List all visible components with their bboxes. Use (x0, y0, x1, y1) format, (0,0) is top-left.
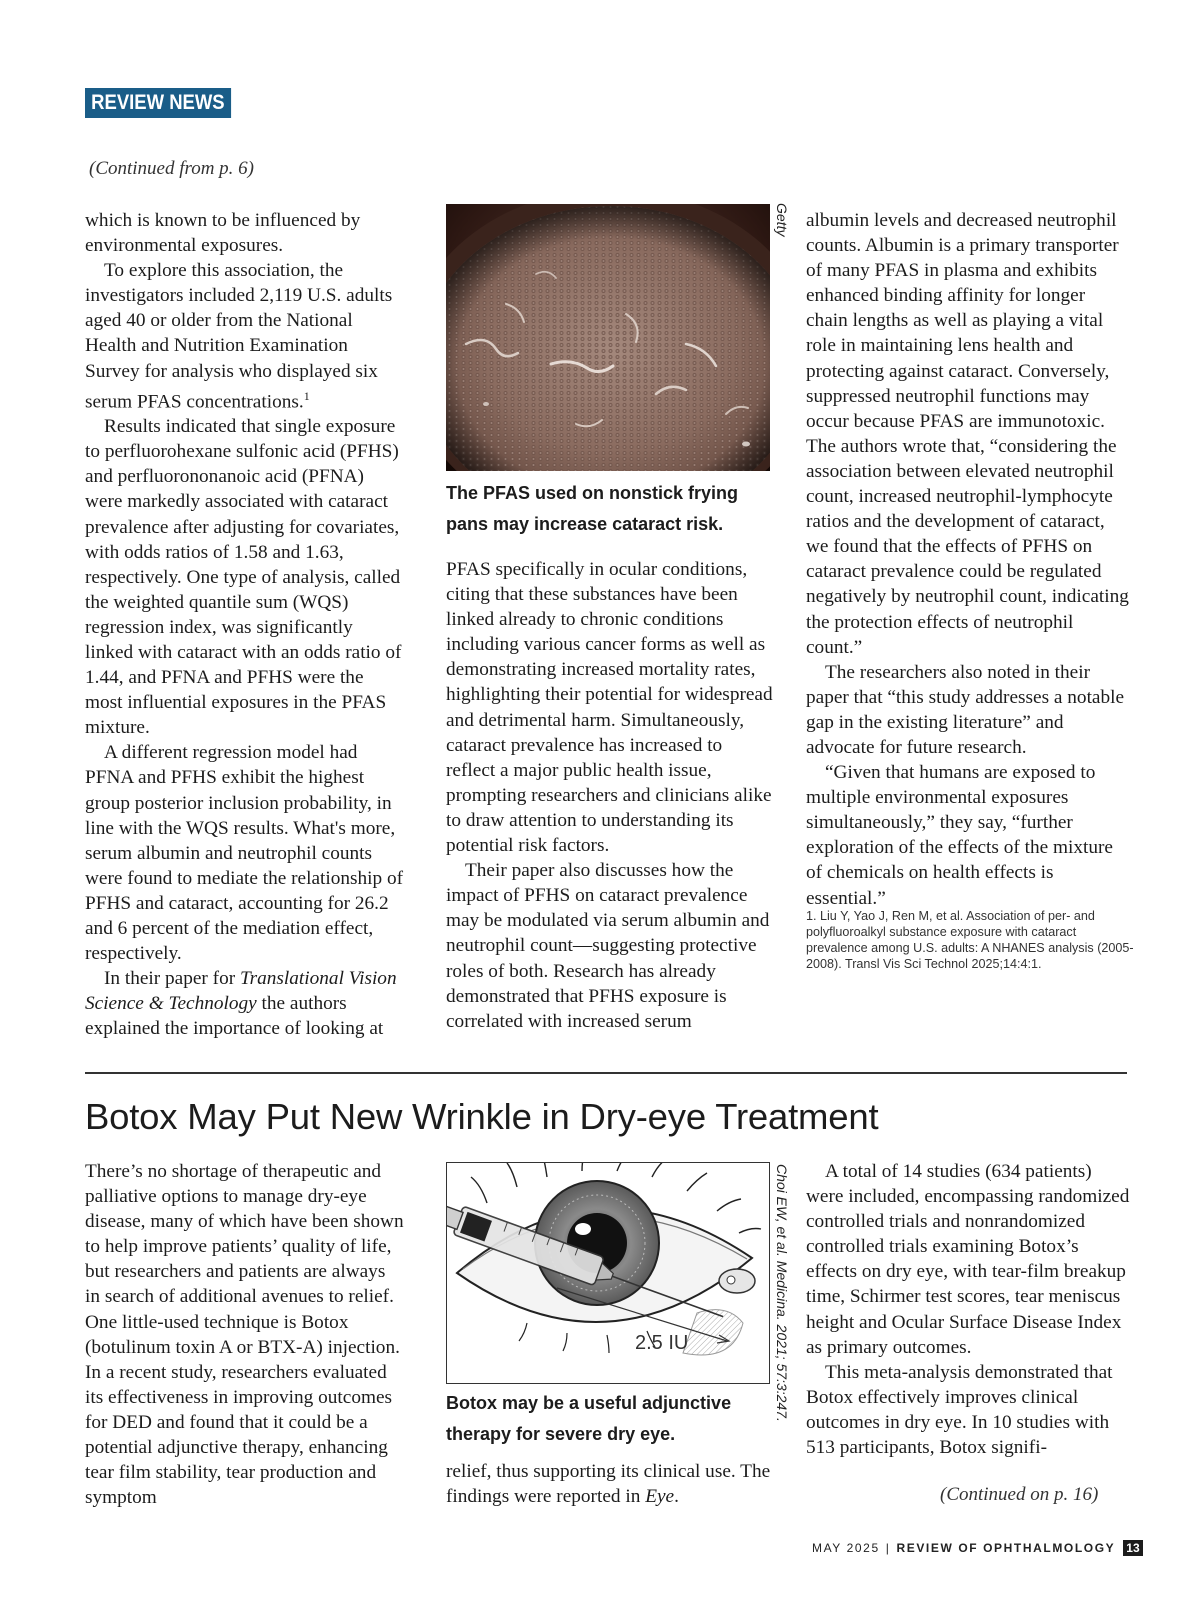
reference-footnote: 1. Liu Y, Yao J, Ren M, et al. Association of per- and polyfluoroalkyl substance exposure with cataract prevalence among U.S. adults: A NHANES analysis (2005-2008). Transl Vis Sci Technol 2025;14:4:1. (806, 909, 1134, 971)
photo-caption: The PFAS used on nonstick frying pans may increase cataract risk. (446, 483, 739, 534)
article2-headline: Botox May Put New Wrinkle in Dry-eye Treatment (85, 1096, 879, 1137)
article1-paragraph: To explore this association, the investigators included 2,119 U.S. adults aged 40 or older from the National Health and Nutrition Examination Survey for analysis who displayed six serum PFAS concentrations.$^1$ (85, 260, 393, 413)
article1-column-2 (446, 557, 776, 1034)
article1-paragraph: Their paper also discusses how the impact of PFHS on cataract prevalence may be modulated via serum albumin and neutrophil count—suggesting protective roles of both. Research has already demonstrated that PFHS exposure is correlated with increased serum (446, 860, 770, 1032)
page-number: 13 (1123, 1540, 1142, 1556)
photo-credit: Getty (774, 203, 790, 237)
journal-title: REVIEW OF OPHTHALMOLOGY (896, 1541, 1116, 1555)
botox-injection-figure (446, 1162, 770, 1384)
footnote-marker: 1 (303, 388, 310, 403)
article2-paragraph: A total of 14 studies (634 patients) were included, encompassing randomized controlled trials and nonrandomized controlled trials examining Botox’s effects on dry eye, with tear-film breakup time, Schirmer test scores, tear meniscus height and Ocular Surface Disease Index as primary outcomes. (806, 1161, 1130, 1358)
journal-name: Translational Vision Science & Technology (85, 968, 397, 1015)
article1-paragraph: which is known to be influenced by environmental exposures. (85, 210, 361, 257)
article2-column-1 (85, 1159, 405, 1510)
article1-paragraph: PFAS specifically in ocular conditions, citing that these substances have been linked already to chronic conditions including various cancer forms as well as demonstrating increased mortality rates, highlighting their potential for widespread and detrimental harm. Simultaneously, cataract prevalence has increased to reflect a major public health issue, prompting researchers and clinicians alike to draw attention to understanding its potential risk factors. (446, 559, 773, 857)
issue-date: MAY 2025 (812, 1541, 880, 1555)
article1-paragraph: albumin levels and decreased neutrophil counts. Albumin is a primary transporter of many PFAS in plasma and exhibits enhanced binding affinity for longer chain lengths as well as playing a vital role in maintaining lens health and protecting against cataract. Conversely, suppressed neutrophil functions may occur because PFAS are immunotoxic. The authors wrote that, “considering the association between elevated neutrophil count, increased neutrophil-lymphocyte ratios and the development of cataract, we found that the effects of PFHS on cataract prevalence could be regulated negatively by neutrophil count, indicating the protection effects of neutrophil count.” (806, 210, 1129, 658)
page-footer (812, 1540, 1143, 1556)
continued-from: (Continued from p. 6) (89, 158, 255, 179)
figure-caption: Botox may be a useful adjunctive therapy for severe dry eye. (446, 1393, 732, 1444)
dose-label: 2.5 IU (635, 1332, 689, 1354)
article2-paragraph: relief, thus supporting its clinical use. The findings were reported in Eye. (446, 1461, 771, 1508)
article1-column-1 (85, 208, 405, 1042)
article1-paragraph: A different regression model had PFNA and PFHS exhibit the highest group posterior inclusion probability, in line with the WQS results. What's more, serum albumin and neutrophil counts were found to mediate the relationship of PFHS and cataract, accounting for 26.2 and 6 percent of the mediation effect, respectively. (85, 742, 404, 965)
article-divider (85, 1072, 1127, 1074)
eye-injection-illustration (447, 1163, 769, 1383)
figure-credit: Choi EW, et al. Medicina. 2021; 57:3:247. (774, 1164, 790, 1422)
footer-separator: | (885, 1541, 891, 1555)
article2-column-3 (806, 1159, 1131, 1460)
section-tag: REVIEW NEWS (85, 88, 231, 118)
article1-paragraph: “Given that humans are exposed to multiple environmental exposures simultaneously,” they say, “further exploration of the effects of the mixture of chemicals on health effects is essential.” (806, 762, 1113, 909)
frying-pan-illustration (446, 204, 770, 471)
frying-pan-photo (446, 204, 770, 471)
journal-name: Eye (645, 1486, 675, 1508)
article1-column-3 (806, 208, 1131, 911)
article1-paragraph: In their paper for Translational Vision Science & Technology the authors explained the importance of looking at (85, 968, 397, 1040)
article2-paragraph: This meta-analysis demonstrated that Botox effectively improves clinical outcomes in dry eye. In 10 studies with 513 participants, Botox signifi- (806, 1361, 1113, 1459)
article2-column-2 (446, 1459, 776, 1509)
article1-paragraph: Results indicated that single exposure to perfluorohexane sulfonic acid (PFHS) and perfluorononanoic acid (PFNA) were markedly associated with cataract prevalence after adjusting for covariates, with odds ratios of 1.58 and 1.63, respectively. One type of analysis, called the weighted quantile sum (WQS) regression index, was significantly linked with cataract with an odds ratio of 1.44, and PFNA and PFHS were the most influential exposures in the PFAS mixture. (85, 416, 402, 739)
article2-paragraph: There’s no shortage of therapeutic and palliative options to manage dry-eye disease, many of which have been shown to help improve patients’ quality of life, but researchers and patients are always in search of additional avenues to relief. One little-used technique is Botox (botulinum toxin A or BTX-A) injection. In a recent study, researchers evaluated its effectiveness in improving outcomes for DED and found that it could be a potential adjunctive therapy, enhancing tear film stability, tear production and symptom (85, 1161, 404, 1509)
continued-on: (Continued on p. 16) (940, 1484, 1099, 1505)
article1-paragraph: The researchers also noted in their paper that “this study addresses a notable gap in the existing literature” and advocate for future research. (806, 661, 1125, 758)
